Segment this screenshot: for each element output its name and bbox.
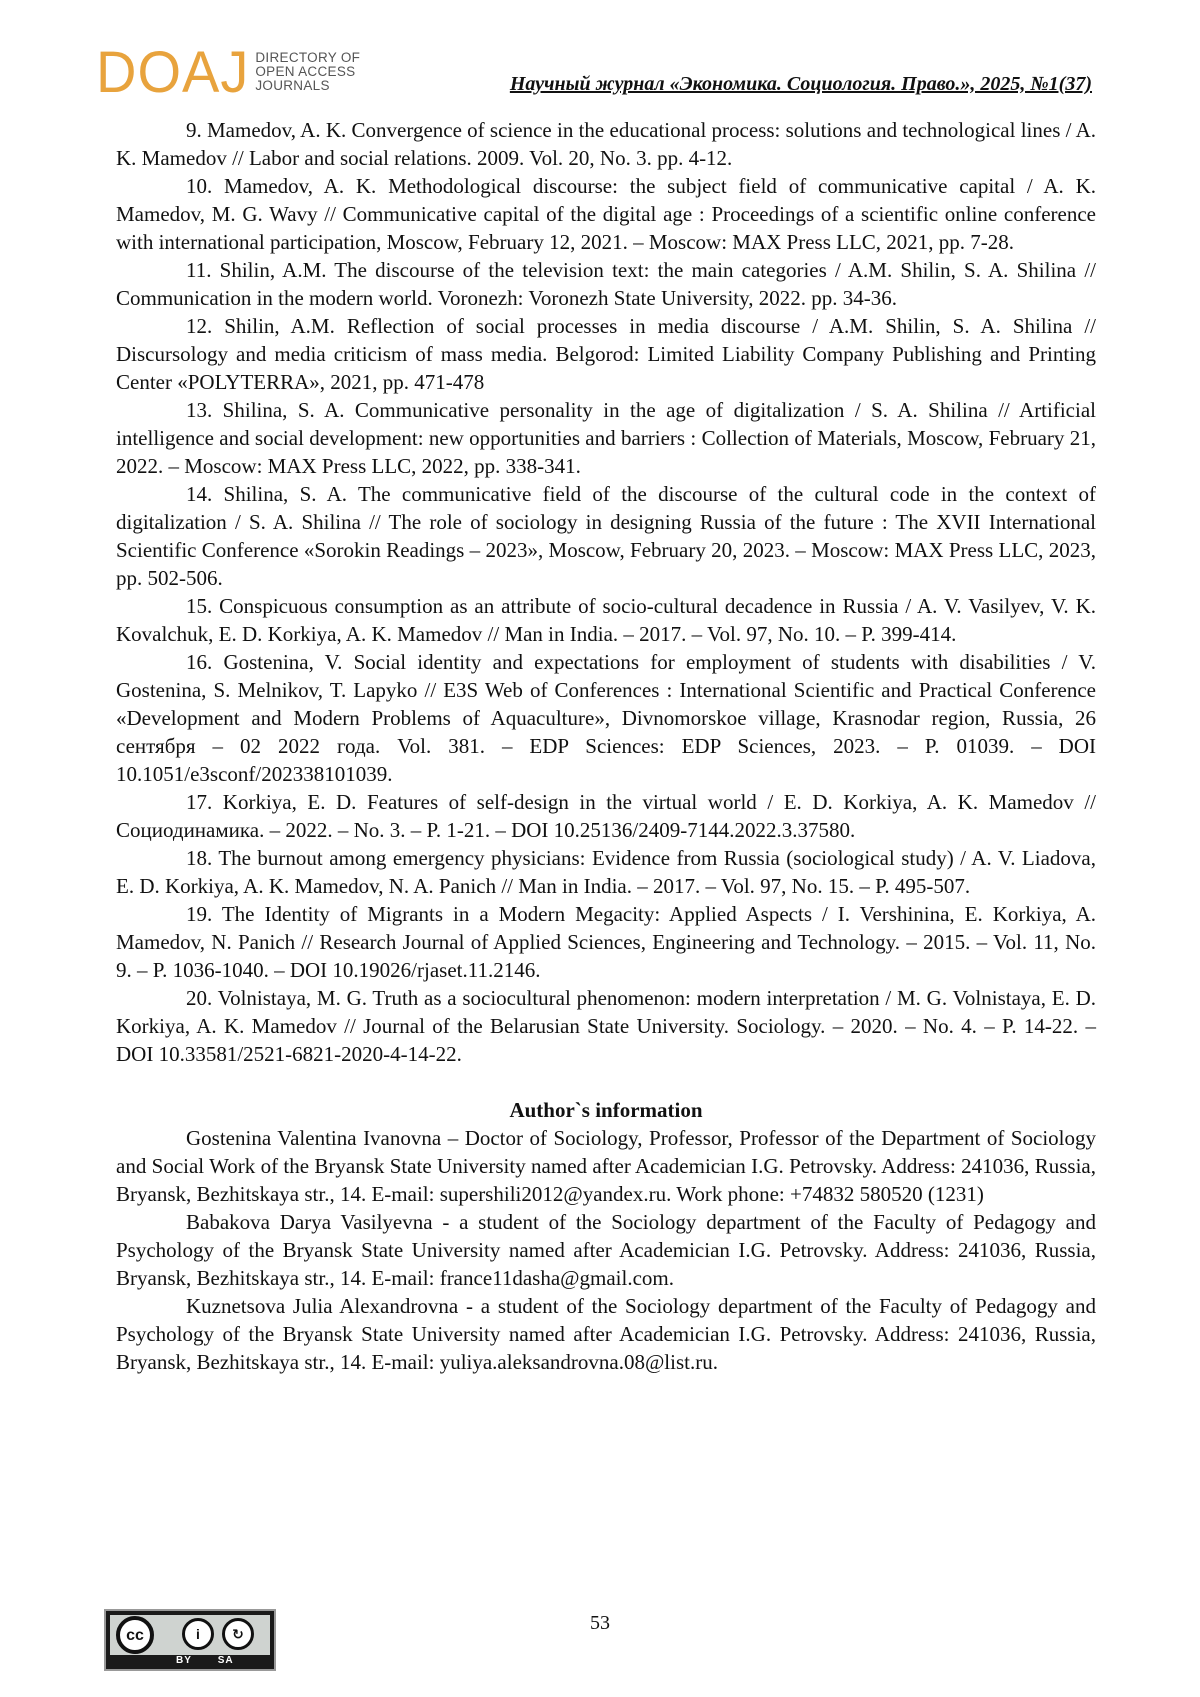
cc-icon: cc: [116, 1616, 154, 1654]
author-info-list: [116, 1124, 1096, 1376]
reference-list: [116, 116, 1096, 1068]
author-entry: Gostenina Valentina Ivanovna – Doctor of Sociology, Professor, Professor of the Department of Sociology and Social Work of the Bryansk State University named after Academician I.G. Petrovsky. Address: 241036, Russia, Bryansk, Bezhitskaya str., 14. E-mail: supershili2012@yandex.ru. Work phone: +74832 580520 (1231): [116, 1126, 1096, 1206]
page-header: [0, 0, 1200, 110]
doaj-logo-line: JOURNALS: [255, 78, 330, 93]
page-content: [116, 116, 1096, 1376]
doaj-logo: [96, 38, 361, 105]
reference-item: 9. Mamedov, A. K. Convergence of science in the educational process: solutions and technological lines / A. K. Mamedov // Labor and social relations. 2009. Vol. 20, No. 3. pp. 4-12.: [116, 118, 1096, 170]
reference-item: 20. Volnistaya, M. G. Truth as a sociocultural phenomenon: modern interpretation / M. G. Volnistaya, E. D. Korkiya, A. K. Mamedov // Journal of the Belarusian State University. Sociology. – 2020. – No. 4. – P. 14-22. – DOI 10.33581/2521-6821-2020-4-14-22.: [116, 986, 1096, 1066]
page-number: 53: [590, 1612, 610, 1634]
reference-item: 17. Korkiya, E. D. Features of self-design in the virtual world / E. D. Korkiya, A. K. Mamedov // Социодинамика. – 2022. – No. 3. – P. 1-21. – DOI 10.25136/2409-7144.2022.3.37580.: [116, 790, 1096, 842]
doaj-logo-mark: DOAJ: [96, 38, 250, 105]
reference-item: 11. Shilin, A.M. The discourse of the television text: the main categories / A.M. Shilin, S. A. Shilina // Communication in the modern world. Voronezh: Voronezh State University, 2022. pp. 34-36.: [116, 258, 1096, 310]
reference-item: 12. Shilin, A.M. Reflection of social processes in media discourse / A.M. Shilin, S. A. Shilina // Discursology and media criticism of mass media. Belgorod: Limited Liability Company Publishing and Printing Center «POLYTERRA», 2021, pp. 471-478: [116, 314, 1096, 394]
sa-icon: ↻: [222, 1618, 254, 1650]
doaj-logo-text: [255, 51, 360, 93]
journal-title: Научный журнал «Экономика. Социология. Право.», 2025, №1(37): [509, 73, 1092, 95]
author-entry: Kuznetsova Julia Alexandrovna - a student of the Sociology department of the Faculty of Pedagogy and Psychology of the Bryansk State University named after Academician I.G. Petrovsky. Address: 241036, Russia, Bryansk, Bezhitskaya str., 14. E-mail: yuliya.aleksandrovna.08@list.ru.: [116, 1294, 1096, 1374]
cc-label-by: BY: [176, 1655, 192, 1666]
doaj-logo-line: DIRECTORY OF: [255, 50, 361, 65]
reference-item: 10. Mamedov, A. K. Methodological discourse: the subject field of communicative capital / A. K. Mamedov, M. G. Wavy // Communicative capital of the digital age : Proceedings of a scientific online conference with international participation, Moscow, February 12, 2021. – Moscow: MAX Press LLC, 2021, pp. 7-28.: [116, 174, 1096, 254]
by-icon: i: [182, 1618, 214, 1650]
cc-label-sa: SA: [217, 1655, 234, 1666]
author-entry: Babakova Darya Vasilyevna - a student of the Sociology department of the Faculty of Pedagogy and Psychology of the Bryansk State University named after Academician I.G. Petrovsky. Address: 241036, Russia, Bryansk, Bezhitskaya str., 14. E-mail: france11dasha@gmail.com.: [116, 1210, 1096, 1290]
author-info-heading: Author`s information: [509, 1098, 703, 1122]
reference-item: 16. Gostenina, V. Social identity and expectations for employment of students with disabilities / V. Gostenina, S. Melnikov, T. Lapyko // E3S Web of Conferences : International Scientific and Practical Conference «Development and Modern Problems of Aquaculture», Divnomorskoe village, Krasnodar region, Russia, 26 сентября – 02 2022 года. Vol. 381. – EDP Sciences: EDP Sciences, 2023. – P. 01039. – DOI 10.1051/e3sconf/202338101039.: [116, 650, 1096, 786]
reference-item: 14. Shilina, S. A. The communicative field of the discourse of the cultural code in the context of digitalization / S. A. Shilina // The role of sociology in designing Russia of the future : The XVII International Scientific Conference «Sorokin Readings – 2023», Moscow, February 20, 2023. – Moscow: MAX Press LLC, 2023, pp. 502-506.: [116, 482, 1096, 590]
reference-item: 19. The Identity of Migrants in a Modern Megacity: Applied Aspects / I. Vershinina, E. Korkiya, A. Mamedov, N. Panich // Research Journal of Applied Sciences, Engineering and Technology. – 2015. – Vol. 11, No. 9. – P. 1036-1040. – DOI 10.19026/rjaset.11.2146.: [116, 902, 1096, 982]
cc-badge-labels: [176, 1655, 256, 1666]
reference-item: 18. The burnout among emergency physicians: Evidence from Russia (sociological study) / A. V. Liadova, E. D. Korkiya, A. K. Mamedov, N. A. Panich // Man in India. – 2017. – Vol. 97, No. 15. – P. 495-507.: [116, 846, 1096, 898]
reference-item: 13. Shilina, S. A. Communicative personality in the age of digitalization / S. A. Shilina // Artificial intelligence and social development: new opportunities and barriers : Collection of Materials, Moscow, February 21, 2022. – Moscow: MAX Press LLC, 2022, pp. 338-341.: [116, 398, 1096, 478]
doaj-logo-line: OPEN ACCESS: [255, 64, 356, 79]
reference-item: 15. Conspicuous consumption as an attribute of socio-cultural decadence in Russia / A. V. Vasilyev, V. K. Kovalchuk, E. D. Korkiya, A. K. Mamedov // Man in India. – 2017. – Vol. 97, No. 10. – P. 399-414.: [116, 594, 1096, 646]
